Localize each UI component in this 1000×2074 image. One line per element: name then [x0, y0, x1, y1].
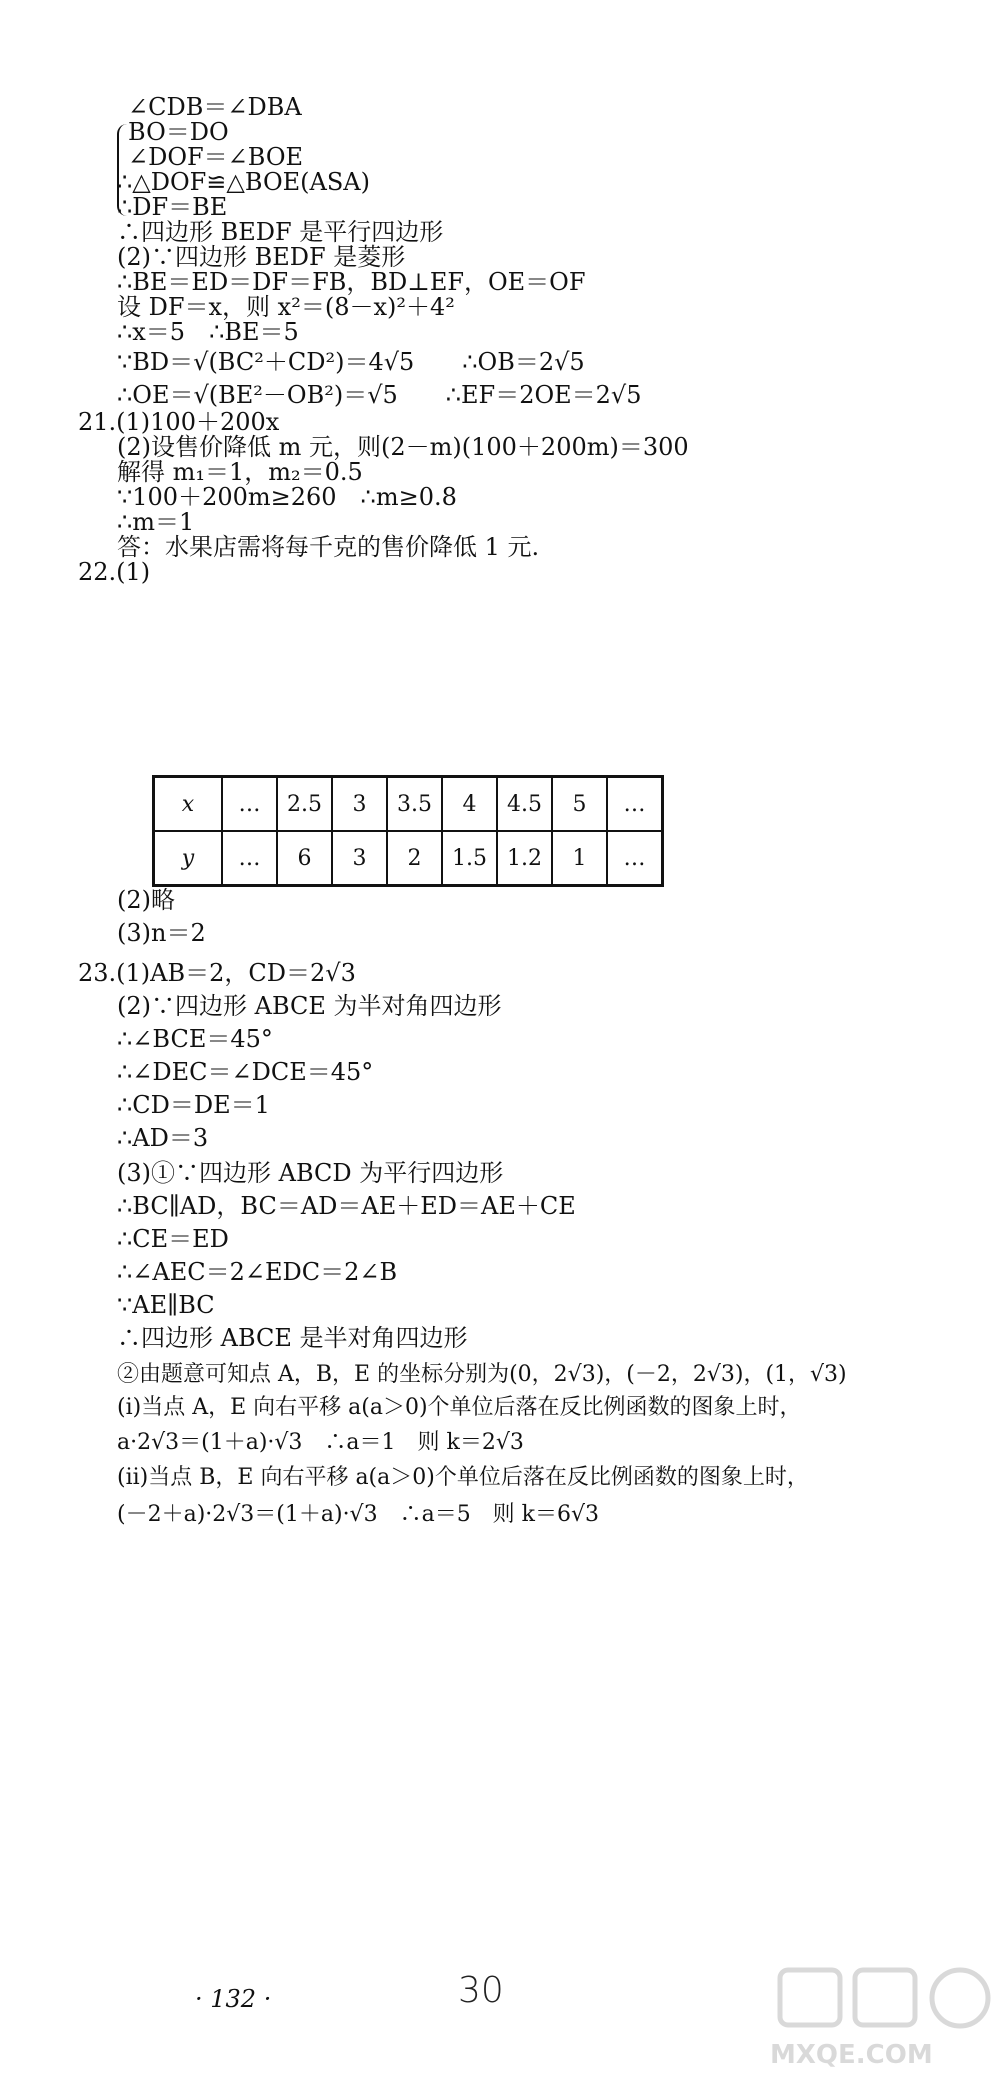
- text-line: ∵AE∥BC: [117, 1291, 215, 1319]
- text-line: ∴x＝5 ∴BE＝5: [117, 318, 299, 346]
- text-line: ∠CDB＝∠DBA: [128, 93, 302, 121]
- text-line: (2)略: [117, 886, 175, 914]
- text-line: ∴BC∥AD，BC＝AD＝AE＋ED＝AE＋CE: [117, 1192, 576, 1220]
- table-cell: 3.5: [387, 777, 442, 832]
- text-line: ∴∠AEC＝2∠EDC＝2∠B: [117, 1258, 398, 1286]
- watermark-icon: [770, 1960, 995, 2040]
- text-line: ∴四边形 ABCE 是半对角四边形: [117, 1324, 468, 1352]
- text-line: ②由题意可知点 A，B，E 的坐标分别为(0，2√3)，(－2，2√3)，(1，√3): [117, 1362, 847, 1387]
- text-line: ∵100＋200m≥260 ∴m≥0.8: [117, 483, 457, 511]
- question-heading: 23.(1)AB＝2，CD＝2√3: [78, 959, 356, 987]
- text-line: ∴m＝1: [117, 508, 195, 536]
- text-line: (3)n＝2: [117, 919, 206, 947]
- table-cell: …: [222, 777, 277, 832]
- text-line: ∴CD＝DE＝1: [117, 1091, 270, 1119]
- text-line: (2)∵四边形 ABCE 为半对角四边形: [117, 992, 502, 1020]
- text-line: BO＝DO: [128, 118, 229, 146]
- text-line: 解得 m₁＝1，m₂＝0.5: [117, 458, 363, 486]
- xy-table: [152, 775, 664, 887]
- table-cell: 6: [277, 831, 332, 886]
- question-heading: 22.(1): [78, 558, 151, 586]
- text-line: a·2√3＝(1＋a)·√3 ∴a＝1 则 k＝2√3: [117, 1430, 524, 1455]
- table-cell: 3: [332, 831, 387, 886]
- table-row: [154, 777, 663, 832]
- text-line: ∴AD＝3: [117, 1124, 209, 1152]
- table-cell: 4.5: [497, 777, 552, 832]
- handwritten-mark: 30: [458, 1970, 504, 2011]
- watermark-logo: [770, 1960, 995, 2070]
- text-line: (－2＋a)·2√3＝(1＋a)·√3 ∴a＝5 则 k＝6√3: [117, 1502, 600, 1527]
- text-line: ∴四边形 BEDF 是平行四边形: [117, 218, 444, 246]
- text-line: ∴∠DEC＝∠DCE＝45°: [117, 1058, 374, 1086]
- page-number: · 132 ·: [195, 1985, 272, 2013]
- text-line: ∠DOF＝∠BOE: [128, 143, 304, 171]
- table-cell: y: [154, 831, 223, 886]
- text-line: ∵BD＝√(BC²＋CD²)＝4√5 ∴OB＝2√5: [117, 348, 585, 376]
- table-cell: …: [607, 831, 663, 886]
- text-line: 设 DF＝x，则 x²＝(8－x)²＋4²: [117, 293, 455, 321]
- text-line: 答：水果店需将每千克的售价降低 1 元.: [117, 533, 540, 561]
- table-cell: 3: [332, 777, 387, 832]
- table-cell: 2: [387, 831, 442, 886]
- watermark-text: MXQE.COM: [770, 2040, 933, 2070]
- table-cell: 1.5: [442, 831, 497, 886]
- text-line: (ii)当点 B，E 向右平移 a(a＞0)个单位后落在反比例函数的图象上时，: [117, 1465, 809, 1490]
- table-cell: 4: [442, 777, 497, 832]
- text-line: (3)①∵四边形 ABCD 为平行四边形: [117, 1159, 504, 1187]
- table-cell: x: [154, 777, 223, 832]
- text-line: ∴BE＝ED＝DF＝FB，BD⊥EF，OE＝OF: [117, 268, 586, 296]
- table-cell: 1.2: [497, 831, 552, 886]
- text-line: ∴CE＝ED: [117, 1225, 229, 1253]
- table-cell: …: [222, 831, 277, 886]
- table-cell: …: [607, 777, 663, 832]
- text-line: ∴△DOF≌△BOE(ASA): [117, 168, 370, 196]
- text-line: ∴OE＝√(BE²－OB²)＝√5 ∴EF＝2OE＝2√5: [117, 381, 642, 409]
- question-heading: 21.(1)100＋200x: [78, 408, 280, 436]
- text-line: (2)∵四边形 BEDF 是菱形: [117, 243, 406, 271]
- text-line: (2)设售价降低 m 元，则(2－m)(100＋200m)＝300: [117, 433, 689, 461]
- text-line: (i)当点 A，E 向右平移 a(a＞0)个单位后落在反比例函数的图象上时，: [117, 1395, 802, 1420]
- table-cell: 2.5: [277, 777, 332, 832]
- table-cell: 5: [552, 777, 607, 832]
- text-line: ∴DF＝BE: [117, 193, 228, 221]
- table-row: [154, 831, 663, 886]
- text-line: ∴∠BCE＝45°: [117, 1025, 273, 1053]
- table-cell: 1: [552, 831, 607, 886]
